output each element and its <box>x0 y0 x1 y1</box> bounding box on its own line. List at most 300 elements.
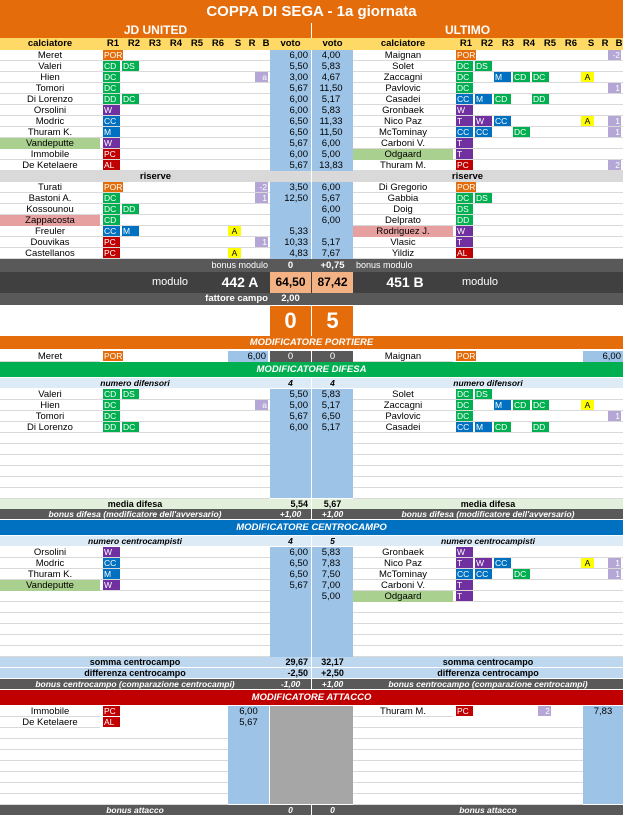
player-name: Rodriguez J. <box>353 226 453 237</box>
player-voto: 5,00 <box>312 149 353 160</box>
role-badge: T <box>456 558 473 568</box>
player-name: Zappacosta <box>0 215 100 226</box>
player-row <box>353 248 623 259</box>
bonus-badge: a <box>255 72 268 82</box>
player-row <box>0 50 270 61</box>
header-calciatore: calciatore <box>27 38 73 49</box>
empty-row <box>353 772 583 783</box>
role-badge: CD <box>494 422 511 432</box>
role-badge: POR <box>104 50 123 60</box>
away-team-name: ULTIMO <box>312 23 623 38</box>
player-name: Immobile <box>30 149 70 160</box>
role-badge: PC <box>103 248 120 258</box>
player-row <box>0 83 270 94</box>
attacco-home-voto: 5,67 <box>239 717 258 728</box>
player-voto: 5,17 <box>312 422 353 433</box>
role-badge: CC <box>475 569 492 579</box>
player-row <box>0 94 270 105</box>
player-voto: 10,33 <box>270 237 311 248</box>
header-role: R5 <box>543 38 557 49</box>
empty-row <box>353 613 623 624</box>
home-media-difesa: 5,54 <box>270 499 311 509</box>
bonus-badge: 1 <box>255 237 268 247</box>
role-badge: CD <box>513 400 530 410</box>
role-badge: POR <box>104 351 123 361</box>
player-row <box>0 138 270 149</box>
player-name: Modric <box>35 116 65 127</box>
player-name: Maignan <box>384 50 422 61</box>
role-badge: CD <box>494 94 511 104</box>
header-calciatore: calciatore <box>380 38 426 49</box>
role-badge: DC <box>456 83 473 93</box>
empty-row <box>0 466 270 477</box>
role-badge: DD <box>122 204 139 214</box>
player-name: Castellanos <box>25 248 75 259</box>
home-team-name: JD UNITED <box>0 23 311 38</box>
role-badge: PC <box>456 706 473 716</box>
portiere-home-mod: 0 <box>270 351 311 362</box>
role-badge: AL <box>103 717 120 727</box>
away-media-difesa: 5,67 <box>312 499 353 509</box>
player-name: Tomori <box>35 411 65 422</box>
player-voto: 5,33 <box>270 226 311 237</box>
header-role: B <box>262 38 270 49</box>
player-name: Zaccagni <box>383 72 423 83</box>
player-name: Modric <box>35 558 65 569</box>
centrocampo-numero-label: numero centrocampisti <box>0 536 270 546</box>
player-row <box>0 204 270 215</box>
player-voto: 11,50 <box>312 127 353 138</box>
mod-centrocampo-title: MODIFICATORE CENTROCAMPO <box>0 520 623 535</box>
player-voto <box>312 226 353 237</box>
role-badge: DC <box>532 72 549 82</box>
header-role: R6 <box>564 38 578 49</box>
player-voto: 5,50 <box>270 389 311 400</box>
role-badge: POR <box>457 351 476 361</box>
role-badge: CS <box>495 127 507 137</box>
player-row <box>353 83 623 94</box>
empty-row <box>0 646 270 657</box>
bonus-centrocampo-label-away: bonus centrocampo (comparazione centrocampi) <box>353 679 623 689</box>
home-somma: 29,67 <box>270 657 311 667</box>
player-row <box>353 94 623 105</box>
header-voto: voto <box>322 38 343 49</box>
role-badge: CC <box>494 558 511 568</box>
player-row <box>0 411 270 422</box>
role-badge: DC <box>532 400 549 410</box>
player-voto: 7,83 <box>312 558 353 569</box>
player-name: Casadei <box>385 94 421 105</box>
role-badge: CC <box>456 127 473 137</box>
player-row <box>0 547 270 558</box>
role-badge: CD <box>103 389 120 399</box>
player-voto: 6,00 <box>270 94 311 105</box>
player-voto: 6,00 <box>270 149 311 160</box>
player-row <box>0 61 270 72</box>
player-voto: 5,67 <box>270 580 311 591</box>
player-name: Carboni V. <box>380 138 425 149</box>
player-name: De Ketelaere <box>22 160 78 171</box>
empty-row <box>0 488 270 499</box>
role-badge: CD <box>103 215 120 225</box>
attacco-home-name: De Ketelaere <box>0 717 100 728</box>
role-badge: DD <box>532 422 549 432</box>
player-voto: 13,83 <box>312 160 353 171</box>
player-row <box>0 72 270 83</box>
player-voto: 4,83 <box>270 248 311 259</box>
player-voto: 7,50 <box>312 569 353 580</box>
player-name: Solet <box>392 389 414 400</box>
player-row <box>0 226 270 237</box>
player-voto: 6,00 <box>312 204 353 215</box>
player-row <box>353 193 623 204</box>
role-badge: CC <box>456 94 473 104</box>
empty-row <box>353 739 583 750</box>
player-voto: 3,00 <box>270 72 311 83</box>
bonus-badge: 1 <box>608 558 621 568</box>
attacco-center <box>270 706 353 804</box>
empty-row <box>353 455 623 466</box>
role-badge: PC <box>103 237 120 247</box>
player-row <box>353 237 623 248</box>
role-badge: DC <box>103 411 120 421</box>
player-row <box>0 422 270 433</box>
player-voto: 7,00 <box>312 580 353 591</box>
player-row <box>0 127 270 138</box>
home-fattore-campo: 2,00 <box>281 293 300 304</box>
player-name: Orsolini <box>33 105 67 116</box>
player-voto: 5,67 <box>270 138 311 149</box>
role-badge: DS <box>122 61 139 71</box>
empty-row <box>0 794 228 805</box>
bonus-modulo-label: bonus modulo <box>150 260 268 270</box>
reserves-header-away: riserve <box>312 171 623 182</box>
player-name: Valeri <box>38 61 62 72</box>
portiere-away-voto: 6,00 <box>583 351 623 362</box>
player-row <box>0 389 270 400</box>
role-badge: T <box>456 591 473 601</box>
player-voto: 6,50 <box>312 411 353 422</box>
player-voto: 5,17 <box>312 237 353 248</box>
role-badge: CD <box>103 61 120 71</box>
player-name: Pavlovic <box>385 83 421 94</box>
player-row <box>353 422 623 433</box>
empty-row <box>0 739 228 750</box>
player-row <box>0 237 270 248</box>
player-row <box>0 105 270 116</box>
sub-badge: A <box>581 400 594 410</box>
home-bonus-centrocampo: -1,00 <box>270 679 311 689</box>
mod-attacco-title: MODIFICATORE ATTACCO <box>0 690 623 705</box>
player-name: Gabbia <box>387 193 419 204</box>
role-badge: W <box>456 547 473 557</box>
player-voto: 5,83 <box>312 547 353 558</box>
player-voto: 11,50 <box>312 83 353 94</box>
player-voto: 5,00 <box>312 591 353 602</box>
difesa-numero-label: numero difensori <box>0 378 270 388</box>
player-name: Di Lorenzo <box>27 422 73 433</box>
role-badge: W <box>475 116 492 126</box>
player-name: Valeri <box>38 389 62 400</box>
empty-row <box>0 433 270 444</box>
player-name: Gronbaek <box>382 547 424 558</box>
role-badge: DS <box>122 389 139 399</box>
player-name: Di Gregorio <box>378 182 428 193</box>
bonus-badge: -2 <box>608 50 621 60</box>
player-voto: 5,67 <box>270 160 311 171</box>
sub-badge: A <box>581 116 594 126</box>
role-badge: PC <box>103 706 120 716</box>
role-badge: CD <box>513 72 530 82</box>
header-role: R5 <box>190 38 204 49</box>
role-badge: DC <box>456 411 473 421</box>
role-badge: DD <box>456 215 473 225</box>
role-badge: T <box>456 149 473 159</box>
mod-portiere-title: MODIFICATORE PORTIERE <box>0 336 623 349</box>
role-badge: DC <box>103 72 120 82</box>
player-row <box>353 580 623 591</box>
header-role: R2 <box>127 38 141 49</box>
player-row <box>353 591 623 602</box>
empty-row <box>0 591 270 602</box>
player-name: Doig <box>393 204 413 215</box>
role-badge: DC <box>103 400 120 410</box>
empty-row <box>353 761 583 772</box>
header-role: B <box>615 38 623 49</box>
role-badge: DD <box>103 422 120 432</box>
role-badge: DC <box>122 94 139 104</box>
empty-row <box>0 613 270 624</box>
role-badge: CS <box>514 422 526 432</box>
player-voto: 5,00 <box>270 400 311 411</box>
role-badge: W <box>456 105 473 115</box>
role-badge: CC <box>494 116 511 126</box>
player-row <box>0 160 270 171</box>
role-badge: CS <box>476 72 488 82</box>
role-badge: DC <box>103 193 120 203</box>
player-voto <box>270 215 311 226</box>
header-role: R <box>601 38 609 49</box>
role-badge: CC <box>456 422 473 432</box>
player-row <box>0 569 270 580</box>
role-badge: M <box>103 569 120 579</box>
role-badge: W <box>103 547 120 557</box>
home-module: 442 A <box>221 274 259 290</box>
empty-row <box>0 761 228 772</box>
fattore-campo-label: fattore campo <box>205 293 268 304</box>
player-name: Vlasic <box>390 237 416 248</box>
empty-row <box>353 717 583 728</box>
player-name: Meret <box>37 50 63 61</box>
player-row <box>353 61 623 72</box>
player-name: Nico Paz <box>383 558 422 569</box>
empty-row <box>353 624 623 635</box>
player-voto: 6,00 <box>312 182 353 193</box>
centrocampo-numero-label-away: numero centrocampisti <box>353 536 623 546</box>
role-badge: DC <box>513 127 530 137</box>
player-row <box>353 105 623 116</box>
reserves-header-home: riserve <box>0 171 311 182</box>
player-voto: 6,00 <box>270 50 311 61</box>
role-badge: PC <box>103 149 120 159</box>
role-badge: CS <box>476 400 488 410</box>
role-badge: M <box>103 127 120 137</box>
empty-row <box>0 750 228 761</box>
header-role: R2 <box>480 38 494 49</box>
bonus-centrocampo-label: bonus centrocampo (comparazione centrocampi) <box>0 679 270 689</box>
role-badge: DC <box>103 83 120 93</box>
role-badge: M <box>122 226 139 236</box>
empty-row <box>353 444 623 455</box>
player-name: Odgaard <box>353 149 453 160</box>
player-voto: 5,83 <box>312 389 353 400</box>
bonus-modulo-label-away: bonus modulo <box>356 260 476 270</box>
role-badge: T <box>456 237 473 247</box>
portiere-home-voto: 6,00 <box>228 351 268 362</box>
player-voto: 5,67 <box>270 83 311 94</box>
player-voto: 11,33 <box>312 116 353 127</box>
player-name: McTominay <box>378 569 428 580</box>
player-voto: 6,50 <box>270 569 311 580</box>
portiere-away-mod: 0 <box>312 351 353 362</box>
player-row <box>353 547 623 558</box>
centrocampo-home-n: 4 <box>270 536 311 546</box>
role-badge: DD <box>103 94 120 104</box>
player-voto <box>270 204 311 215</box>
role-badge: CC <box>103 558 120 568</box>
bonus-badge: a <box>255 400 268 410</box>
header-role: S <box>587 38 595 49</box>
somma-centrocampo-label-away: somma centrocampo <box>353 657 623 667</box>
differenza-centrocampo-label: differenza centrocampo <box>0 668 270 678</box>
away-module: 451 B <box>386 274 424 290</box>
attacco-home-name: Immobile <box>0 706 100 717</box>
player-name: Thuram M. <box>380 160 426 171</box>
player-row <box>353 160 623 171</box>
differenza-centrocampo-label-away: differenza centrocampo <box>353 668 623 678</box>
attacco-home-voto: 6,00 <box>239 706 258 717</box>
player-name: Carboni V. <box>380 580 425 591</box>
player-name: Gronbaek <box>382 105 424 116</box>
role-badge: M <box>494 400 511 410</box>
player-row <box>353 569 623 580</box>
player-voto: 6,00 <box>312 138 353 149</box>
empty-row <box>353 602 623 613</box>
player-name: Orsolini <box>33 547 67 558</box>
sub-badge: A <box>228 226 241 236</box>
role-badge: CS <box>495 569 507 579</box>
player-name: Freuler <box>34 226 66 237</box>
player-name: Delprato <box>385 215 421 226</box>
sub-badge: A <box>228 248 241 258</box>
player-name: Vandeputte <box>0 138 100 149</box>
header-role: R <box>248 38 256 49</box>
player-voto: 7,67 <box>312 248 353 259</box>
player-voto: 6,50 <box>270 127 311 138</box>
empty-row <box>0 477 270 488</box>
home-bonus-modulo: 0 <box>270 260 311 271</box>
role-badge: DC <box>103 204 120 214</box>
player-voto: 6,00 <box>270 422 311 433</box>
role-badge: POR <box>104 182 123 192</box>
player-voto: 6,50 <box>270 116 311 127</box>
player-name: Bastoni A. <box>28 193 72 204</box>
portiere-away-name: Maignan <box>353 351 453 362</box>
away-total: 87,42 <box>312 272 353 293</box>
player-voto: 5,50 <box>270 61 311 72</box>
role-badge: DS <box>475 389 492 399</box>
empty-row <box>0 624 270 635</box>
empty-row <box>0 772 228 783</box>
home-bonus-attacco: 0 <box>270 805 311 815</box>
role-badge: DC <box>456 389 473 399</box>
player-row <box>0 149 270 160</box>
player-name: Kossounou <box>26 204 74 215</box>
away-goals: 5 <box>312 306 353 336</box>
player-row <box>353 389 623 400</box>
bonus-badge: 1 <box>608 569 621 579</box>
away-somma: 32,17 <box>312 657 353 667</box>
sub-badge: A <box>581 72 594 82</box>
bonus-attacco-label-away: bonus attacco <box>353 805 623 815</box>
away-bonus-attacco: 0 <box>312 805 353 815</box>
sub-badge: A <box>581 558 594 568</box>
player-row <box>353 204 623 215</box>
empty-row <box>353 488 623 499</box>
player-row <box>0 580 270 591</box>
empty-row <box>0 728 228 739</box>
fattore-row <box>0 293 623 305</box>
home-bonus-difesa: +1,00 <box>270 509 311 519</box>
empty-row <box>0 455 270 466</box>
modulo-label-away: modulo <box>461 276 499 288</box>
role-badge: DC <box>456 61 473 71</box>
role-badge: PC <box>456 160 473 170</box>
role-badge: AL <box>456 248 473 258</box>
header-role: R6 <box>211 38 225 49</box>
attacco-voto-away <box>583 706 623 804</box>
role-badge: CC <box>475 127 492 137</box>
player-voto: 5,17 <box>312 400 353 411</box>
role-badge: DC <box>122 422 139 432</box>
header-role: S <box>234 38 242 49</box>
role-badge: W <box>103 138 120 148</box>
away-bonus-difesa: +1,00 <box>312 509 353 519</box>
bonus-attacco-label: bonus attacco <box>0 805 270 815</box>
bonus-badge: 1 <box>608 411 621 421</box>
player-name: Vandeputte <box>0 580 100 591</box>
empty-row <box>0 783 228 794</box>
role-badge: POR <box>457 182 476 192</box>
player-name: Hien <box>40 400 60 411</box>
bonus-badge: 1 <box>608 83 621 93</box>
player-row <box>0 193 270 204</box>
player-row <box>0 248 270 259</box>
player-row <box>0 400 270 411</box>
difesa-away-n: 4 <box>312 378 353 388</box>
media-difesa-label-away: media difesa <box>353 499 623 509</box>
player-name: McTominay <box>378 127 428 138</box>
player-row <box>0 558 270 569</box>
player-row <box>353 149 623 160</box>
role-badge: AL <box>103 160 120 170</box>
header-role: R4 <box>522 38 536 49</box>
away-bonus-modulo: +0,75 <box>312 260 353 271</box>
role-badge: W <box>103 105 120 115</box>
role-badge: DC <box>513 569 530 579</box>
role-badge: T <box>456 116 473 126</box>
player-name: Pavlovic <box>385 411 421 422</box>
